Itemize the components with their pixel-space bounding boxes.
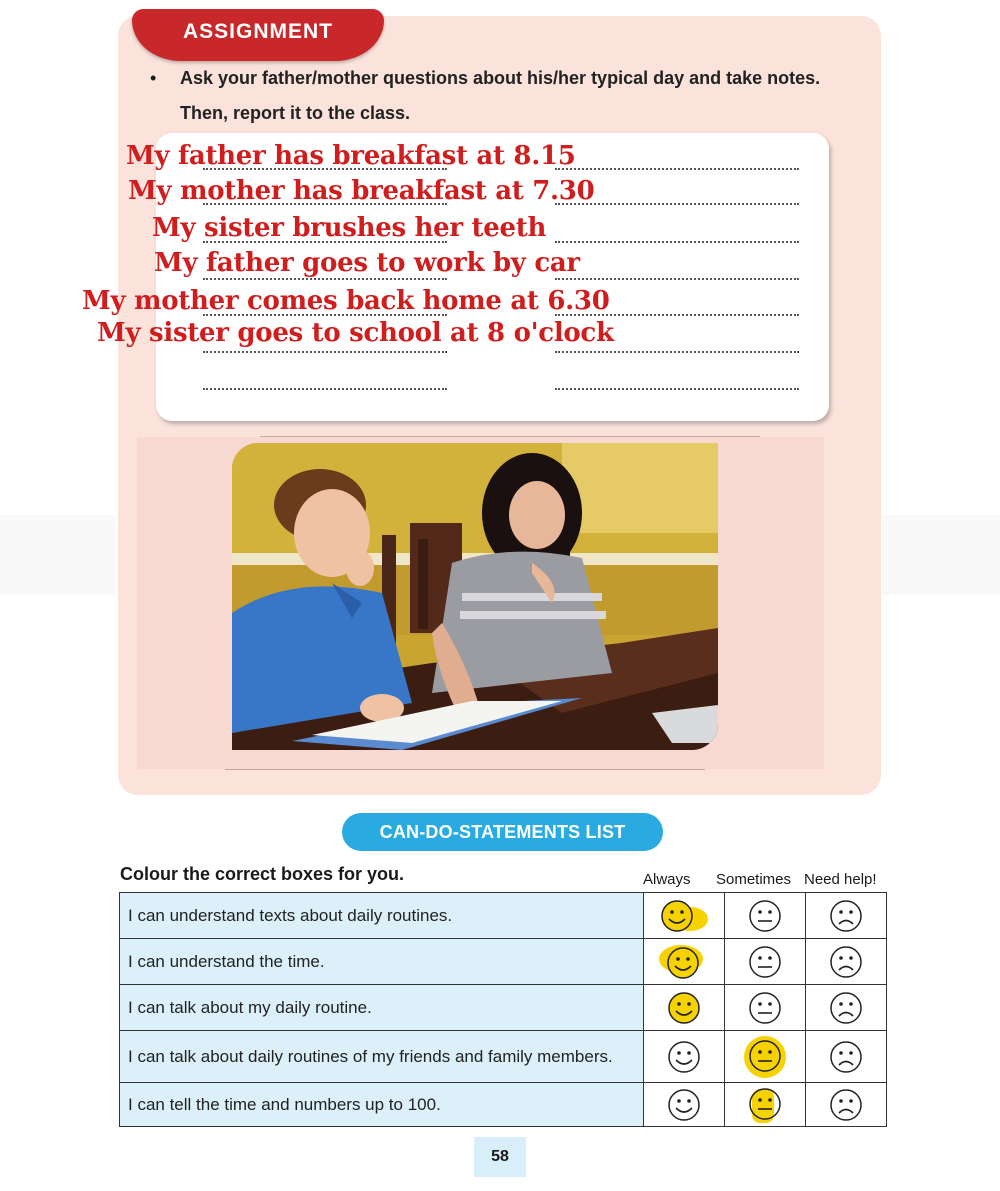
bullet: • xyxy=(150,68,157,88)
writing-line[interactable] xyxy=(555,278,799,280)
can-do-table xyxy=(119,892,887,1127)
always-cell[interactable] xyxy=(644,1031,725,1083)
divider xyxy=(260,436,760,437)
instruction-line-1: Ask your father/mother questions about his/her typical day and take notes. xyxy=(180,68,821,88)
photo-mother-and-son-studying xyxy=(232,443,718,750)
statement-cell: I can talk about my daily routine. xyxy=(120,985,644,1031)
sometimes-cell[interactable] xyxy=(725,939,806,985)
handwritten-note: My mother has breakfast at 7.30 xyxy=(128,176,595,206)
sad-face-icon xyxy=(829,1088,863,1122)
smile-icon xyxy=(667,991,701,1025)
writing-line[interactable] xyxy=(203,351,447,353)
instruction-line-2: Then, report it to the class. xyxy=(180,103,411,123)
smile-icon xyxy=(657,897,711,935)
handwritten-note: My father has breakfast at 8.15 xyxy=(126,141,576,171)
left-edge-shadow xyxy=(0,515,115,595)
table-row xyxy=(120,985,887,1031)
statement-cell: I can understand texts about daily routines. xyxy=(120,893,644,939)
handwritten-note: My sister brushes her teeth xyxy=(152,213,547,243)
table-row xyxy=(120,1083,887,1127)
handwritten-note: My mother comes back home at 6.30 xyxy=(82,286,610,316)
page-number: 58 xyxy=(474,1137,526,1177)
always-cell[interactable] xyxy=(644,985,725,1031)
smile-icon xyxy=(667,1088,701,1122)
sometimes-cell[interactable] xyxy=(725,1083,806,1127)
neutral-face-icon xyxy=(748,945,782,979)
handwritten-note: My father goes to work by car xyxy=(154,248,580,278)
need-help-cell[interactable] xyxy=(806,939,887,985)
statement-cell: I can talk about daily routines of my friends and family members. xyxy=(120,1031,644,1083)
sad-face-icon xyxy=(829,991,863,1025)
sad-face-icon xyxy=(829,945,863,979)
can-do-title: CAN-DO-STATEMENTS LIST xyxy=(342,813,663,851)
neutral-face-icon xyxy=(748,991,782,1025)
need-help-cell[interactable] xyxy=(806,1031,887,1083)
column-header-always: Always xyxy=(643,871,691,888)
statement-cell: I can tell the time and numbers up to 100. xyxy=(120,1083,644,1127)
colour-instruction: Colour the correct boxes for you. xyxy=(120,864,405,884)
neutral-face-icon xyxy=(748,899,782,933)
table-row xyxy=(120,893,887,939)
always-cell[interactable] xyxy=(644,1083,725,1127)
right-edge-shadow xyxy=(882,515,1000,595)
need-help-cell[interactable] xyxy=(806,893,887,939)
sad-face-icon xyxy=(829,899,863,933)
always-cell[interactable] xyxy=(644,893,725,939)
sad-face-icon xyxy=(829,1040,863,1074)
neutral-face-icon xyxy=(742,1035,788,1079)
assignment-tab: ASSIGNMENT xyxy=(132,9,384,61)
writing-line[interactable] xyxy=(555,351,799,353)
writing-line[interactable] xyxy=(555,241,799,243)
writing-line[interactable] xyxy=(555,168,799,170)
divider xyxy=(225,769,705,770)
smile-icon xyxy=(667,1040,701,1074)
smile-icon xyxy=(659,942,709,982)
need-help-cell[interactable] xyxy=(806,1083,887,1127)
writing-line[interactable] xyxy=(203,388,447,390)
column-header-sometimes: Sometimes xyxy=(716,871,792,888)
table-row xyxy=(120,939,887,985)
sometimes-cell[interactable] xyxy=(725,985,806,1031)
table-row xyxy=(120,1031,887,1083)
need-help-cell[interactable] xyxy=(806,985,887,1031)
always-cell[interactable] xyxy=(644,939,725,985)
handwritten-note: My sister goes to school at 8 o'clock xyxy=(97,318,614,348)
sometimes-cell[interactable] xyxy=(725,1031,806,1083)
statement-cell: I can understand the time. xyxy=(120,939,644,985)
writing-line[interactable] xyxy=(203,278,447,280)
neutral-face-icon xyxy=(748,1085,782,1125)
writing-line[interactable] xyxy=(555,388,799,390)
sometimes-cell[interactable] xyxy=(725,893,806,939)
column-header-need-help: Need help! xyxy=(804,871,877,888)
